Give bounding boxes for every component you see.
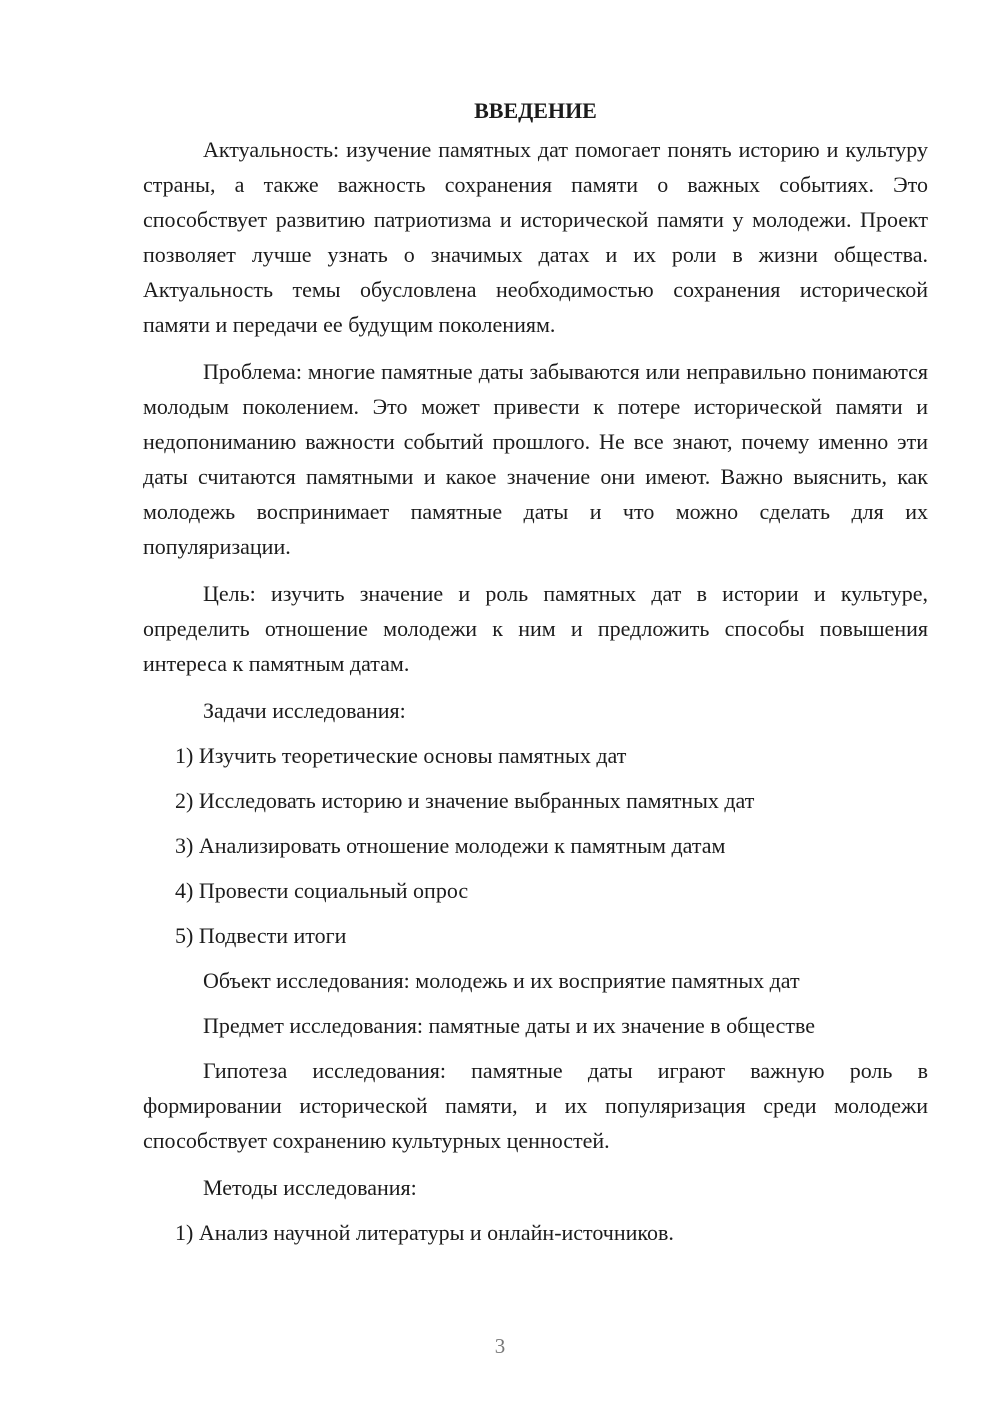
method-item-1: 1) Анализ научной литературы и онлайн-источников. (175, 1220, 674, 1245)
methods-heading: Методы исследования: (203, 1175, 417, 1200)
section-title: ВВЕДЕНИЕ (474, 98, 597, 123)
task-item-4: 4) Провести социальный опрос (175, 878, 469, 903)
hypothesis-paragraph: Гипотеза исследования: памятные даты играют важную роль в формировании исторической памяти, и их популяризация среди молодежи способствует сохранению культурных ценностей. (143, 1058, 928, 1153)
page-content (143, 93, 928, 1260)
research-subject: Предмет исследования: памятные даты и их значение в обществе (203, 1013, 816, 1038)
page-number: 3 (494, 1334, 506, 1358)
relevance-paragraph: Актуальность: изучение памятных дат помогает понять историю и культуру страны, а также важность сохранения памяти о важных событиях. Это способствует развитию патриотизма и исторической памяти у молодежи. Проект позволяет лучше узнать о значимых датах и их роли в жизни общества. Актуальность темы обусловлена необходимостью сохранения исторической памяти и передачи ее будущим поколениям. (143, 137, 928, 337)
tasks-heading: Задачи исследования: (203, 698, 406, 723)
task-item-3: 3) Анализировать отношение молодежи к памятным датам (175, 833, 726, 858)
research-object: Объект исследования: молодежь и их восприятие памятных дат (203, 968, 800, 993)
task-item-2: 2) Исследовать историю и значение выбранных памятных дат (175, 788, 755, 813)
task-item-1: 1) Изучить теоретические основы памятных дат (175, 743, 627, 768)
problem-paragraph: Проблема: многие памятные даты забываются или неправильно понимаются молодым поколением. Это может привести к потере исторической памяти и недопониманию важности событий прошлого. Не все знают, почему именно эти даты считаются памятными и какое значение они имеют. Важно выяснить, как молодежь воспринимает памятные даты и что можно сделать для их популяризации. (143, 359, 928, 559)
goal-paragraph: Цель: изучить значение и роль памятных дат в истории и культуре, определить отношение молодежи к ним и предложить способы повышения интереса к памятным датам. (143, 581, 928, 676)
task-item-5: 5) Подвести итоги (175, 923, 347, 948)
